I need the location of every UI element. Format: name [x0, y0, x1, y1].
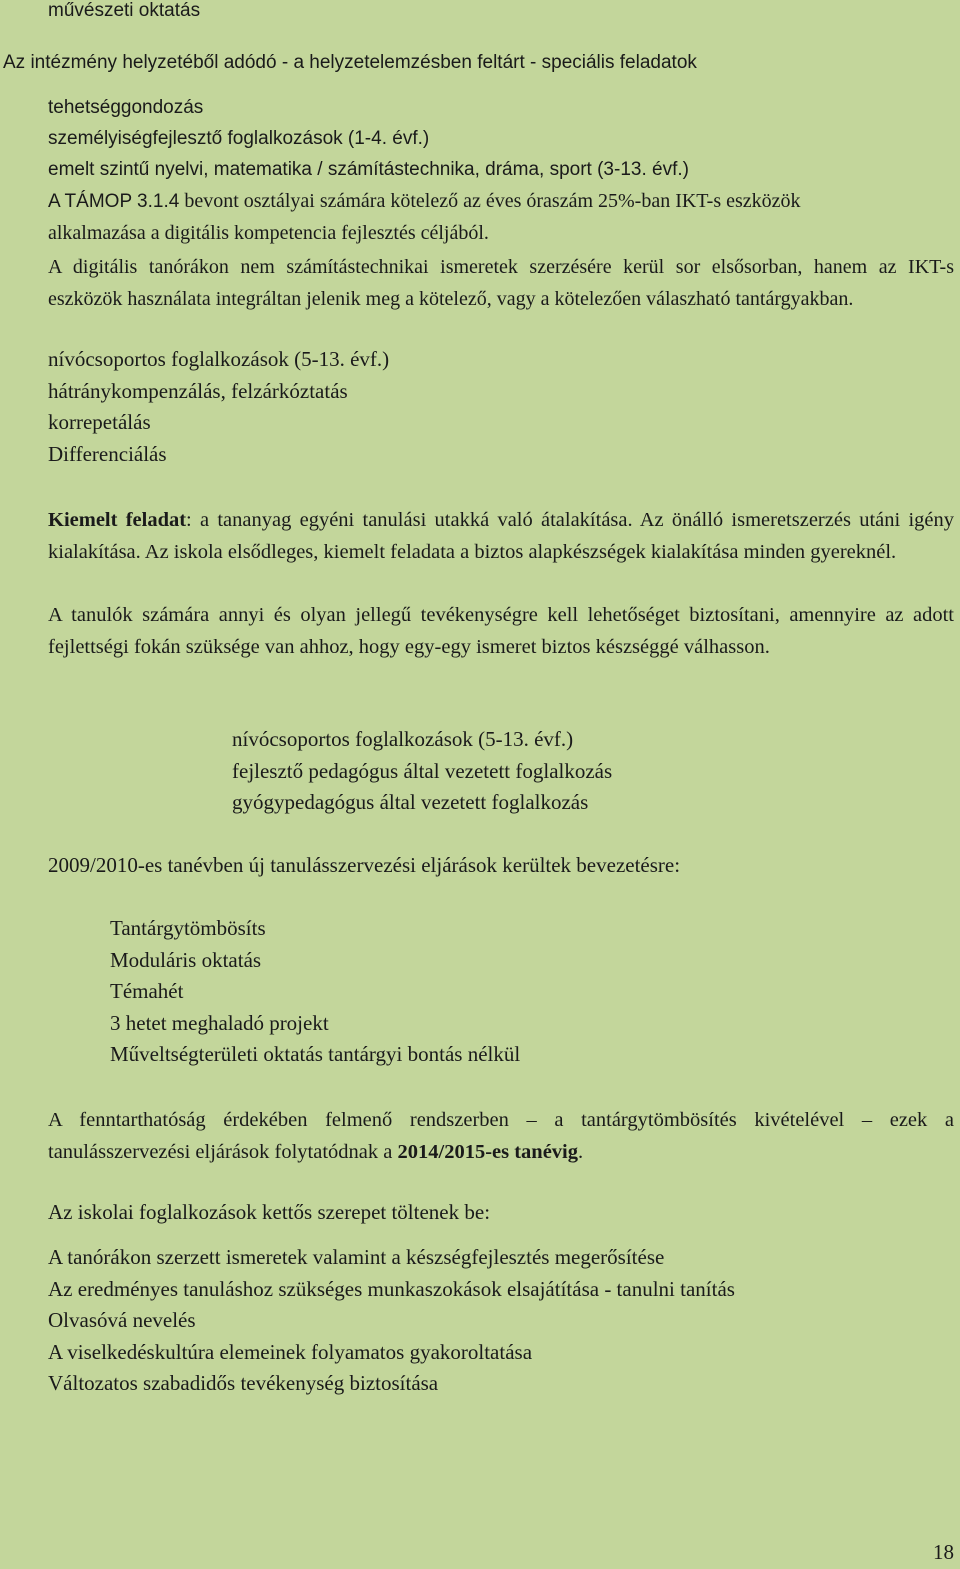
- section-heading: Az intézmény helyzetéből adódó - a helyzetelemzésben feltárt - speciális feladatok: [3, 52, 697, 73]
- role-item: A viselkedéskultúra elemeinek folyamatos gyakoroltatása: [48, 1340, 533, 1364]
- method-item: Tantárgytömbösíts: [110, 916, 266, 940]
- kiemelt-text: : a tananyag egyéni tanulási utakká való átalakítása. Az önálló ismeretszerzés utáni igény kialakítása. Az iskola elsődleges, kiemelt feladata a biztos alapkészségek kialakítása minden gyereknél.: [48, 509, 954, 563]
- sustain-text: A fenntarthatóság érdekében felmenő rendszerben – a tantárgytömbösítés kivételével – ezek a tanulásszervezési eljárások folytatódnak a: [48, 1109, 954, 1163]
- top-line: művészeti oktatás: [48, 0, 201, 21]
- method-item: Moduláris oktatás: [110, 948, 262, 972]
- method-item: Témahét: [110, 979, 184, 1003]
- tamop-line: [48, 190, 801, 213]
- list-item: személyiségfejlesztő foglalkozások (1-4. évf.): [48, 128, 430, 149]
- kiemelt-paragraph: [48, 505, 954, 568]
- sustain-paragraph: [48, 1105, 954, 1168]
- list-item: korrepetálás: [48, 410, 151, 434]
- kiemelt-paragraph-2: A tanulók számára annyi és olyan jellegű tevékenységre kell lehetőséget biztosítani, amennyire az adott fejlettségi fokán szüksége van ahhoz, hogy egy-egy ismeret biztos készséggé válhasson.: [48, 604, 954, 658]
- roles-intro: Az iskolai foglalkozások kettős szerepet töltenek be:: [48, 1200, 491, 1224]
- tamop-prefix: A TÁMOP 3.1.4: [48, 191, 180, 212]
- method-item: Műveltségterületi oktatás tantárgyi bontás nélkül: [110, 1042, 521, 1066]
- role-item: Változatos szabadidős tevékenység biztosítása: [48, 1371, 439, 1395]
- indented-item: nívócsoportos foglalkozások (5-13. évf.): [232, 727, 574, 751]
- list-item: emelt szintű nyelvi, matematika / számítástechnika, dráma, sport (3-13. évf.): [48, 159, 689, 180]
- role-item: Olvasóvá nevelés: [48, 1308, 196, 1332]
- indented-item: gyógypedagógus által vezetett foglalkozás: [232, 790, 589, 814]
- list-item: nívócsoportos foglalkozások (5-13. évf.): [48, 347, 390, 371]
- sustain-bold: 2014/2015-es tanévig: [397, 1140, 578, 1163]
- tamop-rest: bevont osztályai számára kötelező az éves óraszám 25%-ban IKT-s eszközök: [179, 190, 801, 212]
- role-item: Az eredményes tanuláshoz szükséges munkaszokások elsajátítása - tanulni tanítás: [48, 1277, 735, 1301]
- methods-intro: 2009/2010-es tanévben új tanulásszervezési eljárások kerültek bevezetésre:: [48, 853, 681, 877]
- indented-item: fejlesztő pedagógus által vezetett foglalkozás: [232, 759, 613, 783]
- sustain-end: .: [578, 1140, 584, 1163]
- method-item: 3 hetet meghaladó projekt: [110, 1011, 329, 1035]
- list-item: tehetséggondozás: [48, 97, 204, 118]
- page-number: 18: [933, 1540, 954, 1564]
- role-item: A tanórákon szerzett ismeretek valamint a készségfejlesztés megerősítése: [48, 1245, 665, 1269]
- list-item: hátránykompenzálás, felzárkóztatás: [48, 379, 348, 403]
- list-item: Differenciálás: [48, 442, 167, 466]
- tamop-line2: alkalmazása a digitális kompetencia fejlesztés céljából.: [48, 222, 489, 244]
- digital-paragraph: A digitális tanórákon nem számítástechnikai ismeretek szerzésére kerül sor elsősorban, hanem az IKT-s eszközök használata integráltan jelenik meg a kötelező, vagy a kötelezően válaszható tantárgyakban.: [48, 256, 954, 310]
- kiemelt-label: Kiemelt feladat: [48, 509, 187, 531]
